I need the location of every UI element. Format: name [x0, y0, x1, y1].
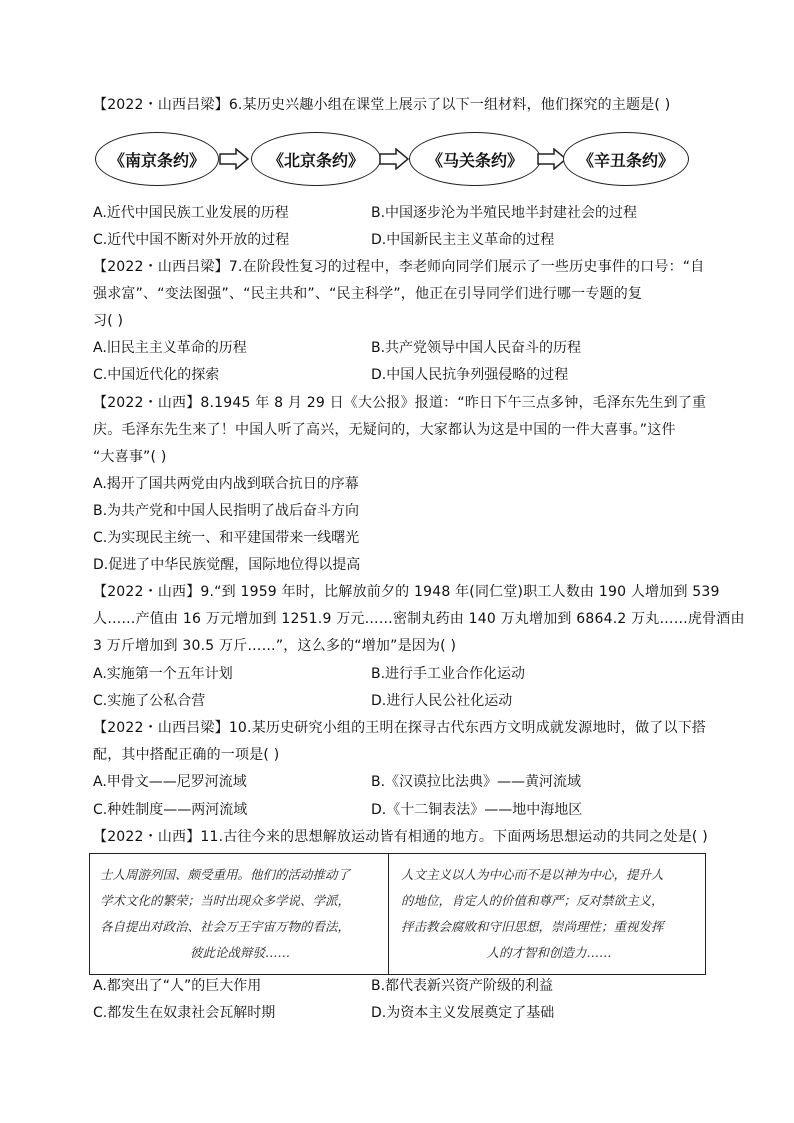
q6-option-a[interactable]: A.近代中国民族工业发展的历程 [93, 205, 289, 221]
material-line: 学术文化的繁荣；当时出现众多学说、学派， [100, 893, 351, 908]
q11-option-b[interactable]: B.都代表新兴资产阶级的利益 [371, 978, 554, 994]
q11-stem: 【2022・山西】11.古往今来的思想解放运动皆有相通的地方。下面两场思想运动的共同之处是( ) [93, 829, 708, 845]
q7-option-d[interactable]: D.中国人民抗争列强侵略的过程 [371, 367, 569, 383]
treaty-chain-diagram [95, 128, 690, 190]
material-line: 人文主义以人为中心而不是以神为中心，提升人 [401, 867, 664, 882]
material-line: 人的才智和创造力…… [486, 945, 612, 960]
q10-stem-line: 配，其中搭配正确的一项是( ) [93, 747, 280, 763]
arrow-right-icon [219, 148, 249, 170]
material-line: 抨击教会腐败和守旧思想，崇尚理性；重视发挥 [401, 919, 664, 934]
material-line: 士人周游列国、颇受重用。他们的活动推动了 [100, 867, 351, 882]
q8-stem-line: 庆。毛泽东先生来了！中国人听了高兴，无疑问的，大家都认为这是中国的一件大喜事。”这件 [93, 422, 676, 438]
treaty-beijing: 《北京条约》 [251, 132, 381, 186]
treaty-nanjing: 《南京条约》 [95, 132, 219, 186]
q7-option-a[interactable]: A.旧民主主义革命的历程 [93, 340, 247, 356]
q11-material-right [389, 854, 705, 974]
q7-option-b[interactable]: B.共产党领导中国人民奋斗的历程 [371, 340, 582, 356]
q8-option-d[interactable]: D.促进了中华民族觉醒，国际地位得以提高 [93, 557, 361, 573]
q11-option-a[interactable]: A.都突出了“人”的巨大作用 [93, 978, 262, 994]
q9-stem-line: 3 万斤增加到 30.5 万斤……”，这么多的“增加”是因为( ) [93, 638, 457, 654]
q8-option-b[interactable]: B.为共产党和中国人民指明了战后奋斗方向 [93, 503, 360, 519]
arrow-right-icon [379, 148, 409, 170]
q10-option-a[interactable]: A.甲骨文——尼罗河流域 [93, 774, 247, 790]
q6-option-b[interactable]: B.中国逐步沦为半殖民地半封建社会的过程 [371, 205, 638, 221]
treaty-maguan: 《马关条约》 [409, 132, 541, 186]
material-line: 彼此论战辩驳…… [189, 945, 290, 960]
q9-stem-line: 【2022・山西】9.“到 1959 年时，比解放前夕的 1948 年(同仁堂)职工人数由 190 人增加到 539 [93, 584, 720, 600]
q11-material-table [89, 853, 706, 975]
q10-option-b[interactable]: B.《汉谟拉比法典》——黄河流域 [371, 774, 582, 790]
q8-stem-line: “大喜事”( ) [93, 449, 167, 465]
q9-stem-line: 人……产值由 16 万元增加到 1251.9 万元……密制丸药由 140 万丸增加到 6864.2 万丸……虎骨酒由 [93, 611, 745, 627]
treaty-xinchou: 《辛丑条约》 [563, 132, 689, 186]
q7-stem-line: 习( ) [93, 313, 124, 329]
q10-option-c[interactable]: C.种姓制度——两河流域 [93, 802, 248, 818]
q9-option-b[interactable]: B.进行手工业合作化运动 [371, 666, 526, 682]
q6-option-d[interactable]: D.中国新民主主义革命的过程 [371, 232, 555, 248]
q7-stem-line: 【2022・山西吕梁】7.在阶段性复习的过程中，李老师向同学们展示了一些历史事件的口号：“自 [93, 259, 705, 275]
q6-stem: 【2022・山西吕梁】6.某历史兴趣小组在课堂上展示了以下一组材料，他们探究的主题是( ) [93, 97, 671, 113]
q10-option-d[interactable]: D.《十二铜表法》——地中海地区 [371, 802, 583, 818]
q11-option-d[interactable]: D.为资本主义发展奠定了基础 [371, 1005, 555, 1021]
q11-option-c[interactable]: C.都发生在奴隶社会瓦解时期 [93, 1005, 276, 1021]
q9-option-a[interactable]: A.实施第一个五年计划 [93, 666, 233, 682]
q7-stem-line: 强求富”、“变法图强”、“民主共和”、“民主科学”，他正在引导同学们进行哪一专题的复 [93, 286, 643, 302]
q8-option-a[interactable]: A.揭开了国共两党由内战到联合抗日的序幕 [93, 476, 359, 492]
q9-option-c[interactable]: C.实施了公私合营 [93, 693, 206, 709]
material-line: 各自提出对政治、社会万王宇宙万物的看法， [100, 919, 351, 934]
q10-stem-line: 【2022・山西吕梁】10.某历史研究小组的王明在探寻古代东西方文明成就发源地时，做了以下搭 [93, 720, 707, 736]
q9-option-d[interactable]: D.进行人民公社化运动 [371, 693, 513, 709]
q8-option-c[interactable]: C.为实现民主统一、和平建国带来一线曙光 [93, 530, 360, 546]
material-line: 的地位，肯定人的价值和尊严；反对禁欲主义， [401, 893, 664, 908]
q8-stem-line: 【2022・山西】8.1945 年 8 月 29 日《大公报》报道：“昨日下午三点多钟，毛泽东先生到了重 [93, 395, 707, 411]
q6-option-c[interactable]: C.近代中国不断对外开放的过程 [93, 232, 290, 248]
q11-material-left [90, 854, 389, 974]
q7-option-c[interactable]: C.中国近代化的探索 [93, 367, 220, 383]
